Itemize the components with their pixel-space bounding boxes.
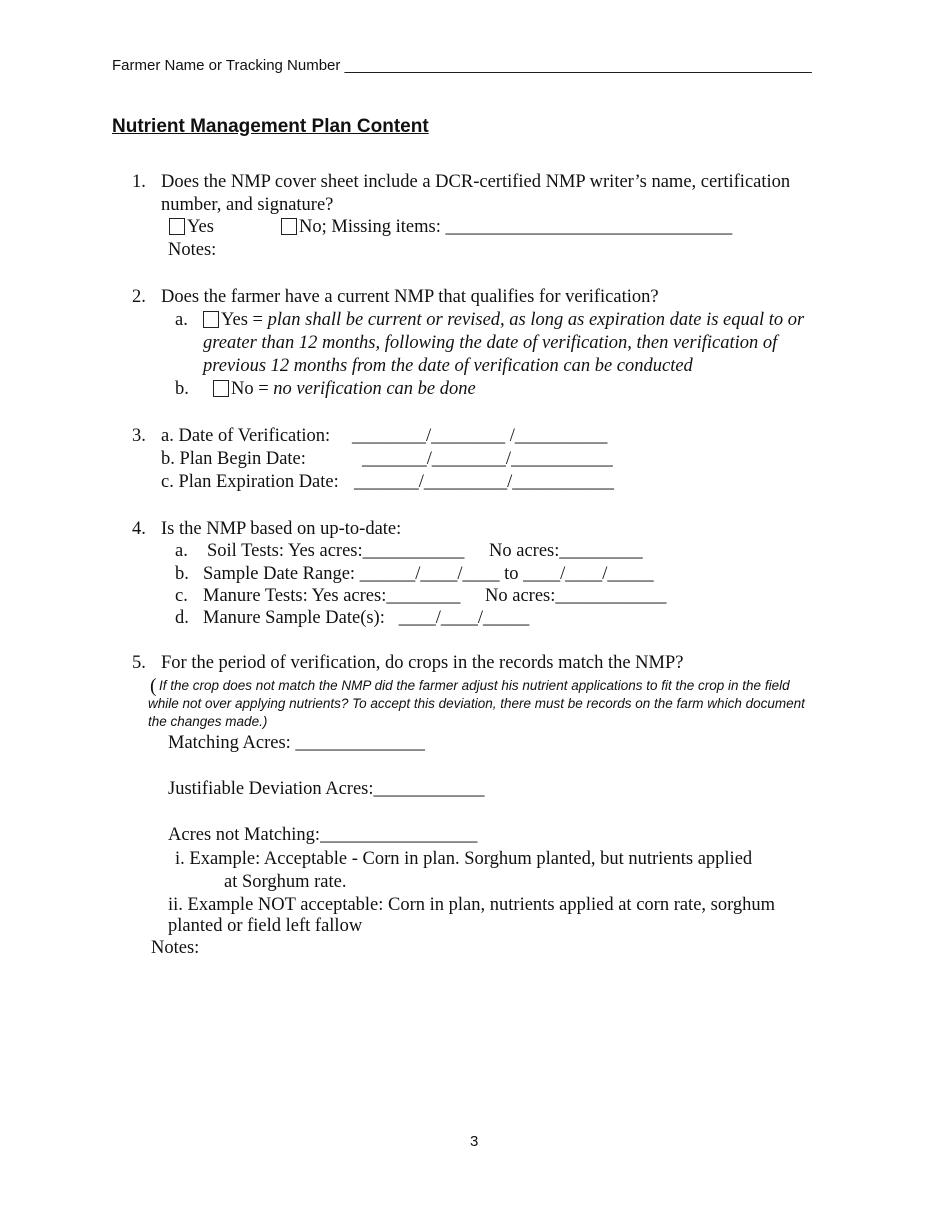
q2-a-text-line3: previous 12 months from the date of verification can be conducted: [203, 356, 693, 376]
q4-d-manure-sample-dates[interactable]: Manure Sample Date(s): ____/____/_____: [203, 608, 530, 628]
q5-example2-line2: planted or field left fallow: [168, 916, 363, 936]
q3-a-label: a. Date of Verification:: [161, 426, 331, 446]
q1-text-line2: number, and signature?: [161, 195, 334, 215]
q4-c-letter: c.: [175, 586, 188, 606]
q4-b-sample-date-range[interactable]: Sample Date Range: ______/____/____ to ____/____/_____: [203, 564, 654, 584]
q3-c-date-blank[interactable]: _______/_________/___________: [354, 472, 615, 492]
farmer-name-field[interactable]: [112, 57, 812, 74]
q5-note-line3: the changes made.): [148, 714, 268, 729]
farmer-name-label: Farmer Name or Tracking Number: [112, 57, 341, 74]
q5-number: 5.: [132, 653, 146, 673]
q2-b-no-checkbox[interactable]: [213, 380, 229, 397]
q2-b-no-label: No =: [231, 379, 269, 399]
q2-number: 2.: [132, 287, 146, 307]
q2-a-yes-checkbox[interactable]: [203, 311, 219, 328]
q4-text: Is the NMP based on up-to-date:: [161, 519, 402, 539]
q5-example1-line2: at Sorghum rate.: [224, 872, 347, 892]
q1-notes-label: Notes:: [168, 240, 217, 260]
q4-c-manure-tests-yes[interactable]: Manure Tests: Yes acres:________: [203, 586, 461, 606]
q2-a-text-line1: plan shall be current or revised, as long as expiration date is equal to or: [267, 310, 805, 330]
q1-yes-label: Yes: [187, 217, 214, 237]
page-number: 3: [470, 1133, 479, 1150]
q3-c-label: c. Plan Expiration Date:: [161, 472, 339, 492]
q3-b-label: b. Plan Begin Date:: [161, 449, 306, 469]
q2-b-letter: b.: [175, 379, 189, 399]
q1-yes-option[interactable]: [169, 216, 214, 239]
q1-yes-checkbox[interactable]: [169, 218, 185, 235]
q5-note-paren: (: [150, 675, 157, 697]
q5-acres-not-matching[interactable]: Acres not Matching:_________________: [168, 825, 478, 845]
q1-missing-items-blank[interactable]: _______________________________: [445, 217, 733, 237]
q2-a-letter: a.: [175, 310, 188, 330]
q4-a-soil-tests-no[interactable]: No acres:_________: [489, 541, 643, 561]
page-title: Nutrient Management Plan Content: [112, 116, 429, 137]
q2-a-option[interactable]: [203, 309, 804, 332]
q5-text: For the period of verification, do crops in the records match the NMP?: [161, 653, 684, 673]
q5-justifiable-deviation-acres[interactable]: Justifiable Deviation Acres:____________: [168, 779, 485, 799]
q4-a-soil-tests-yes[interactable]: Soil Tests: Yes acres:___________: [207, 541, 465, 561]
q2-a-text-line2: greater than 12 months, following the date of verification, then verification of: [203, 333, 778, 353]
q4-number: 4.: [132, 519, 146, 539]
q5-note-line1: If the crop does not match the NMP did the farmer adjust his nutrient applications to fit the crop in the field: [159, 678, 790, 693]
q4-b-letter: b.: [175, 564, 189, 584]
q3-number: 3.: [132, 426, 146, 446]
q1-number: 1.: [132, 172, 146, 192]
q5-note-line2: while not over applying nutrients? To accept this deviation, there must be records on the farm which document: [148, 696, 805, 711]
q4-d-letter: d.: [175, 608, 189, 628]
q3-a-date-blank[interactable]: ________/________ /__________: [352, 426, 608, 446]
q2-text: Does the farmer have a current NMP that qualifies for verification?: [161, 287, 659, 307]
q1-no-label: No; Missing items:: [299, 217, 441, 237]
q4-a-letter: a.: [175, 541, 188, 561]
q1-text-line1: Does the NMP cover sheet include a DCR-certified NMP writer’s name, certification: [161, 172, 791, 192]
q5-example1-line1: i. Example: Acceptable - Corn in plan. Sorghum planted, but nutrients applied: [175, 849, 753, 869]
farmer-name-blank[interactable]: ________________________________________________________: [344, 57, 812, 74]
q5-example2-line1: ii. Example NOT acceptable: Corn in plan, nutrients applied at corn rate, sorghum: [168, 895, 776, 915]
q1-no-checkbox[interactable]: [281, 218, 297, 235]
q2-b-option[interactable]: [213, 378, 476, 401]
q5-matching-acres[interactable]: Matching Acres: ______________: [168, 733, 425, 753]
q1-no-option[interactable]: [281, 216, 732, 239]
q2-b-text: no verification can be done: [273, 379, 476, 399]
q2-a-yes-label: Yes =: [221, 310, 263, 330]
q4-c-manure-tests-no[interactable]: No acres:____________: [485, 586, 667, 606]
q5-notes-label: Notes:: [151, 938, 200, 958]
q3-b-date-blank[interactable]: _______/________/___________: [362, 449, 613, 469]
